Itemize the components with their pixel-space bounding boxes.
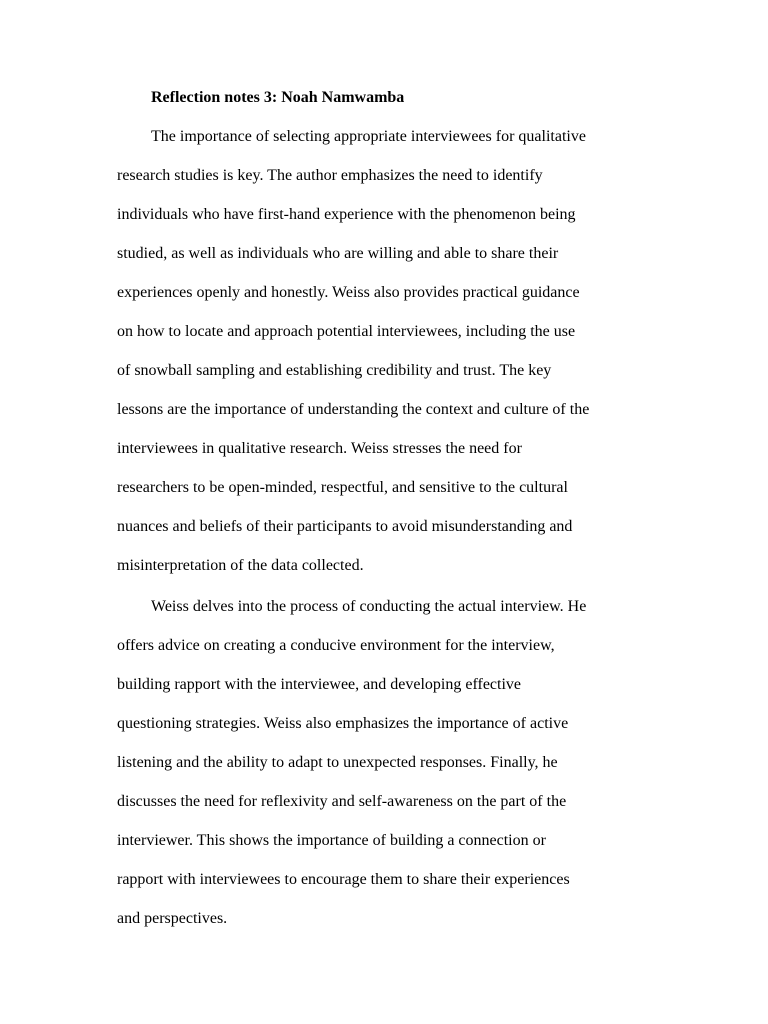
paragraph-line: and perspectives. [117, 910, 228, 927]
paragraph-line: experiences openly and honestly. Weiss also provides practical guidance [117, 284, 580, 301]
paragraph-line: studied, as well as individuals who are willing and able to share their [117, 245, 559, 262]
paragraph-line: individuals who have first-hand experience with the phenomenon being [117, 206, 576, 223]
paragraph-line: The importance of selecting appropriate interviewees for qualitative [151, 128, 586, 145]
document-heading: Reflection notes 3: Noah Namwamba [151, 89, 405, 106]
paragraph-line: interviewees in qualitative research. Weiss stresses the need for [117, 440, 522, 457]
paragraph-line: researchers to be open-minded, respectful, and sensitive to the cultural [117, 479, 568, 496]
paragraph-line: building rapport with the interviewee, and developing effective [117, 676, 522, 693]
paragraph-line: offers advice on creating a conducive environment for the interview, [117, 637, 555, 654]
paragraph-line: misinterpretation of the data collected. [117, 557, 364, 574]
paragraph-line: of snowball sampling and establishing credibility and trust. The key [117, 362, 552, 379]
paragraph-line: on how to locate and approach potential interviewees, including the use [117, 323, 576, 340]
paragraph-line: nuances and beliefs of their participants to avoid misunderstanding and [117, 518, 573, 535]
paragraph-1 [117, 127, 657, 595]
paragraph-line: research studies is key. The author emphasizes the need to identify [117, 167, 543, 184]
paragraph-line: Weiss delves into the process of conducting the actual interview. He [151, 598, 587, 615]
paragraph-line: interviewer. This shows the importance of building a connection or [117, 832, 546, 849]
paragraph-line: discusses the need for reflexivity and self-awareness on the part of the [117, 793, 567, 810]
paragraph-line: listening and the ability to adapt to unexpected responses. Finally, he [117, 754, 558, 771]
paragraph-line: lessons are the importance of understanding the context and culture of the [117, 401, 590, 418]
paragraph-line: questioning strategies. Weiss also emphasizes the importance of active [117, 715, 569, 732]
paragraph-2 [117, 597, 657, 948]
paragraph-line: rapport with interviewees to encourage them to share their experiences [117, 871, 570, 888]
